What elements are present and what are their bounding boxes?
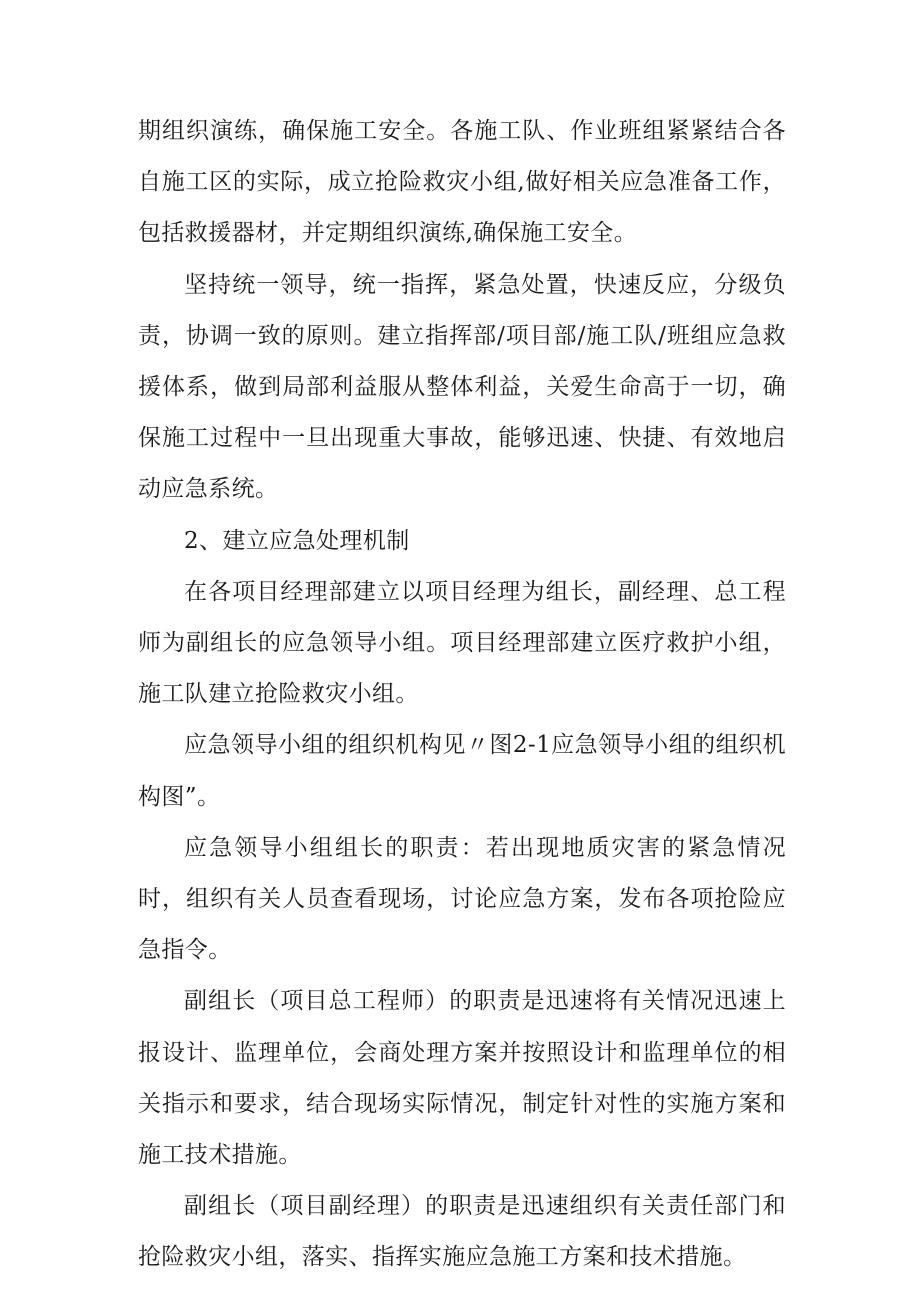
paragraph-leader-duties: 应急领导小组组长的职责：若出现地质灾害的紧急情况时，组织有关人员查看现场，讨论应急方案，发布各项抢险应急指令。: [138, 834, 786, 964]
paragraph-deputy-manager-duties: 副组长（项目副经理）的职责是迅速组织有关责任部门和抢险救灾小组，落实、指挥实施应急施工方案和技术措施。: [138, 1193, 786, 1271]
paragraph-principles: 坚持统一领导，统一指挥，紧急处置，快速反应，分级负责，协调一致的原则。建立指挥部/项目部/施工队/班组应急救援体系，做到局部利益服从整体利益，关爱生命高于一切，确保施工过程中一旦出现重大事故，能够迅速、快捷、有效地启动应急系统。: [138, 271, 786, 503]
paragraph-chief-engineer-duties: 副组长（项目总工程师）的职责是迅速将有关情况迅速上报设计、监理单位，会商处理方案并按照设计和监理单位的相关指示和要求，结合现场实际情况，制定针对性的实施方案和施工技术措施。: [138, 988, 786, 1169]
document-body: [138, 106, 786, 1284]
paragraph-leadership-group: 在各项目经理部建立以项目经理为组长，副经理、总工程师为副组长的应急领导小组。项目经理部建立医疗救护小组，施工队建立抢险救灾小组。: [138, 578, 786, 708]
paragraph-org-chart-ref: 应急领导小组的组织机构见〃图2-1应急领导小组的组织机构图”。: [138, 732, 786, 810]
section-heading: 2、建立应急处理机制: [184, 527, 410, 554]
paragraph-continuation: 期组织演练，确保施工安全。各施工队、作业班组紧紧结合各自施工区的实际，成立抢险救灾小组,做好相关应急准备工作，包括救援器材，并定期组织演练,确保施工安全。: [138, 118, 786, 247]
